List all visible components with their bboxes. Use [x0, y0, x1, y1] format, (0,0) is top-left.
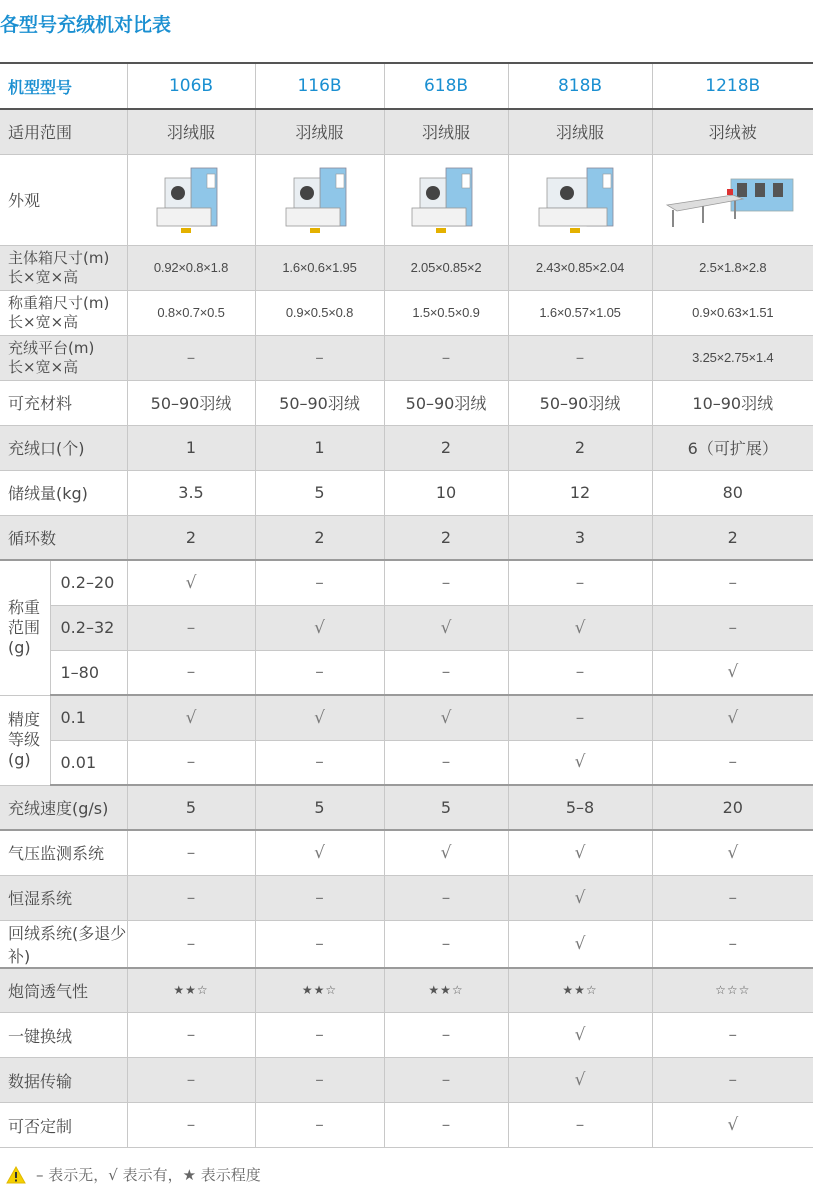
cell: 5–8 [508, 785, 652, 830]
cell: 5 [127, 785, 255, 830]
table-row [0, 605, 813, 650]
cell: √ [508, 830, 652, 875]
cell: 2.5×1.8×2.8 [652, 245, 813, 290]
cell: 6（可扩展） [652, 425, 813, 470]
row-label: 回绒系统(多退少补) [0, 920, 127, 968]
page-title: 各型号充绒机对比表 [0, 14, 172, 36]
cell: 5 [384, 785, 508, 830]
cell: – [255, 1103, 384, 1148]
sub-label: 0.2–32 [50, 605, 127, 650]
cell: – [255, 920, 384, 968]
cell: 羽绒服 [127, 109, 255, 154]
cell: – [652, 920, 813, 968]
sub-label: 0.01 [50, 740, 127, 785]
cell: 2.43×0.85×2.04 [508, 245, 652, 290]
row-label [0, 245, 127, 290]
cell: – [255, 560, 384, 605]
cell: 0.9×0.63×1.51 [652, 290, 813, 335]
cell: – [652, 560, 813, 605]
cell: √ [384, 695, 508, 740]
cell: – [127, 650, 255, 695]
cell: 1.6×0.6×1.95 [255, 245, 384, 290]
cell: – [255, 740, 384, 785]
cell: 12 [508, 470, 652, 515]
group-label-line: 等级 [8, 730, 41, 749]
group-label-line: 范围 [8, 617, 41, 637]
cell: 5 [255, 785, 384, 830]
cell: 0.92×0.8×1.8 [127, 245, 255, 290]
cell: √ [652, 830, 813, 875]
model-1218b: 1218B [652, 63, 813, 109]
cell: √ [508, 1058, 652, 1103]
row-label: 充绒速度(g/s) [0, 785, 127, 830]
table-row [0, 968, 813, 1013]
table-row [0, 875, 813, 920]
cell: – [255, 875, 384, 920]
row-label: 循环数 [0, 515, 127, 560]
table-row [0, 830, 813, 875]
cell: 2 [127, 515, 255, 560]
legend [6, 1164, 261, 1185]
cell: 80 [652, 470, 813, 515]
cell: – [384, 875, 508, 920]
cell: √ [652, 650, 813, 695]
cell: – [384, 335, 508, 380]
cell: 2.05×0.85×2 [384, 245, 508, 290]
row-label-line2: 长×宽×高 [8, 267, 79, 286]
machine-image [127, 154, 255, 245]
cell: – [508, 650, 652, 695]
cell: – [127, 830, 255, 875]
cell: 50–90羽绒 [384, 380, 508, 425]
cell: – [384, 740, 508, 785]
table-row [0, 920, 813, 968]
cell: – [384, 1013, 508, 1058]
cell: – [508, 335, 652, 380]
row-label: 气压监测系统 [0, 830, 127, 875]
table-row [0, 560, 813, 605]
precision-group-label [0, 695, 50, 785]
cell: √ [652, 695, 813, 740]
row-label-line1: 充绒平台(m) [8, 338, 95, 357]
table-row [0, 695, 813, 740]
table-row [0, 650, 813, 695]
table-row [0, 1013, 813, 1058]
row-label: 恒湿系统 [0, 875, 127, 920]
machine-image [652, 154, 813, 245]
cell: √ [127, 695, 255, 740]
cell: – [127, 920, 255, 968]
table-row [0, 425, 813, 470]
group-label-line: 称重 [8, 597, 41, 617]
comparison-table [0, 62, 813, 1148]
cell: – [508, 1103, 652, 1148]
cell: – [127, 875, 255, 920]
legend-text: – 表示无，√ 表示有，★ 表示程度 [36, 1166, 261, 1184]
cell: – [652, 875, 813, 920]
table-row [0, 515, 813, 560]
cell: – [652, 1058, 813, 1103]
table-row [0, 380, 813, 425]
cell: 5 [255, 470, 384, 515]
table-row [0, 109, 813, 154]
cell: 羽绒服 [255, 109, 384, 154]
cell: – [384, 1058, 508, 1103]
cell: – [255, 650, 384, 695]
group-label-line: (g) [8, 637, 31, 657]
table-row [0, 335, 813, 380]
cell: – [384, 1103, 508, 1148]
cell: 羽绒服 [384, 109, 508, 154]
cell: 50–90羽绒 [127, 380, 255, 425]
cell: √ [508, 875, 652, 920]
row-label: 可否定制 [0, 1103, 127, 1148]
cell: 2 [255, 515, 384, 560]
cell: 10–90羽绒 [652, 380, 813, 425]
row-label-line2: 长×宽×高 [8, 357, 79, 376]
cell: 2 [384, 515, 508, 560]
cell: – [508, 560, 652, 605]
cell: 20 [652, 785, 813, 830]
cell: 羽绒被 [652, 109, 813, 154]
table-row [0, 245, 813, 290]
cell: – [255, 1013, 384, 1058]
cell: ★★☆ [384, 968, 508, 1013]
row-label: 数据传输 [0, 1058, 127, 1103]
cell: √ [384, 830, 508, 875]
row-label: 一键换绒 [0, 1013, 127, 1058]
cell: ★★☆ [127, 968, 255, 1013]
cell: √ [508, 920, 652, 968]
row-label [0, 335, 127, 380]
cell: – [255, 335, 384, 380]
table-row [0, 785, 813, 830]
cell: 2 [384, 425, 508, 470]
cell: – [384, 650, 508, 695]
cell: ★★☆ [508, 968, 652, 1013]
row-label-line1: 称重箱尺寸(m) [8, 293, 110, 312]
weighing-group-label [0, 560, 50, 695]
cell: – [127, 335, 255, 380]
cell: 1 [255, 425, 384, 470]
cell: √ [384, 605, 508, 650]
cell: 羽绒服 [508, 109, 652, 154]
cell: – [127, 740, 255, 785]
cell: – [384, 560, 508, 605]
cell: √ [127, 560, 255, 605]
cell: – [127, 1103, 255, 1148]
model-116b: 116B [255, 63, 384, 109]
cell: – [652, 1013, 813, 1058]
sub-label: 1–80 [50, 650, 127, 695]
cell: √ [508, 740, 652, 785]
warning-icon [6, 1166, 26, 1184]
machine-image [384, 154, 508, 245]
cell: √ [255, 695, 384, 740]
model-106b: 106B [127, 63, 255, 109]
cell: – [127, 1013, 255, 1058]
cell: √ [508, 1013, 652, 1058]
group-label-line: (g) [8, 750, 31, 769]
cell: 0.9×0.5×0.8 [255, 290, 384, 335]
cell: – [508, 695, 652, 740]
cell: 2 [652, 515, 813, 560]
cell: – [652, 605, 813, 650]
model-618b: 618B [384, 63, 508, 109]
row-label-line1: 主体箱尺寸(m) [8, 248, 110, 267]
machine-image [508, 154, 652, 245]
cell: 3 [508, 515, 652, 560]
cell: ★★☆ [255, 968, 384, 1013]
table-row [0, 290, 813, 335]
cell: – [384, 920, 508, 968]
sub-label: 0.2–20 [50, 560, 127, 605]
model-header-label: 机型型号 [0, 63, 127, 109]
cell: √ [255, 830, 384, 875]
cell: 10 [384, 470, 508, 515]
table-row [0, 740, 813, 785]
cell: – [255, 1058, 384, 1103]
cell: – [127, 1058, 255, 1103]
cell: 3.5 [127, 470, 255, 515]
cell: – [652, 740, 813, 785]
cell: √ [508, 605, 652, 650]
table-row [0, 1058, 813, 1103]
cell: √ [255, 605, 384, 650]
row-label [0, 290, 127, 335]
row-label: 适用范围 [0, 109, 127, 154]
cell: √ [652, 1103, 813, 1148]
table-row [0, 1103, 813, 1148]
cell: 1 [127, 425, 255, 470]
group-label-line: 精度 [8, 710, 41, 729]
cell: – [127, 605, 255, 650]
cell: 50–90羽绒 [508, 380, 652, 425]
sub-label: 0.1 [50, 695, 127, 740]
cell: 0.8×0.7×0.5 [127, 290, 255, 335]
row-label: 充绒口(个) [0, 425, 127, 470]
row-label: 炮筒透气性 [0, 968, 127, 1013]
cell: 1.5×0.5×0.9 [384, 290, 508, 335]
table-row [0, 154, 813, 245]
cell: 1.6×0.57×1.05 [508, 290, 652, 335]
row-label: 储绒量(kg) [0, 470, 127, 515]
cell: 3.25×2.75×1.4 [652, 335, 813, 380]
cell: 2 [508, 425, 652, 470]
row-label: 外观 [0, 154, 127, 245]
cell: 50–90羽绒 [255, 380, 384, 425]
header-row [0, 63, 813, 109]
row-label: 可充材料 [0, 380, 127, 425]
machine-image [255, 154, 384, 245]
cell: ☆☆☆ [652, 968, 813, 1013]
row-label-line2: 长×宽×高 [8, 312, 79, 331]
table-row [0, 470, 813, 515]
model-818b: 818B [508, 63, 652, 109]
